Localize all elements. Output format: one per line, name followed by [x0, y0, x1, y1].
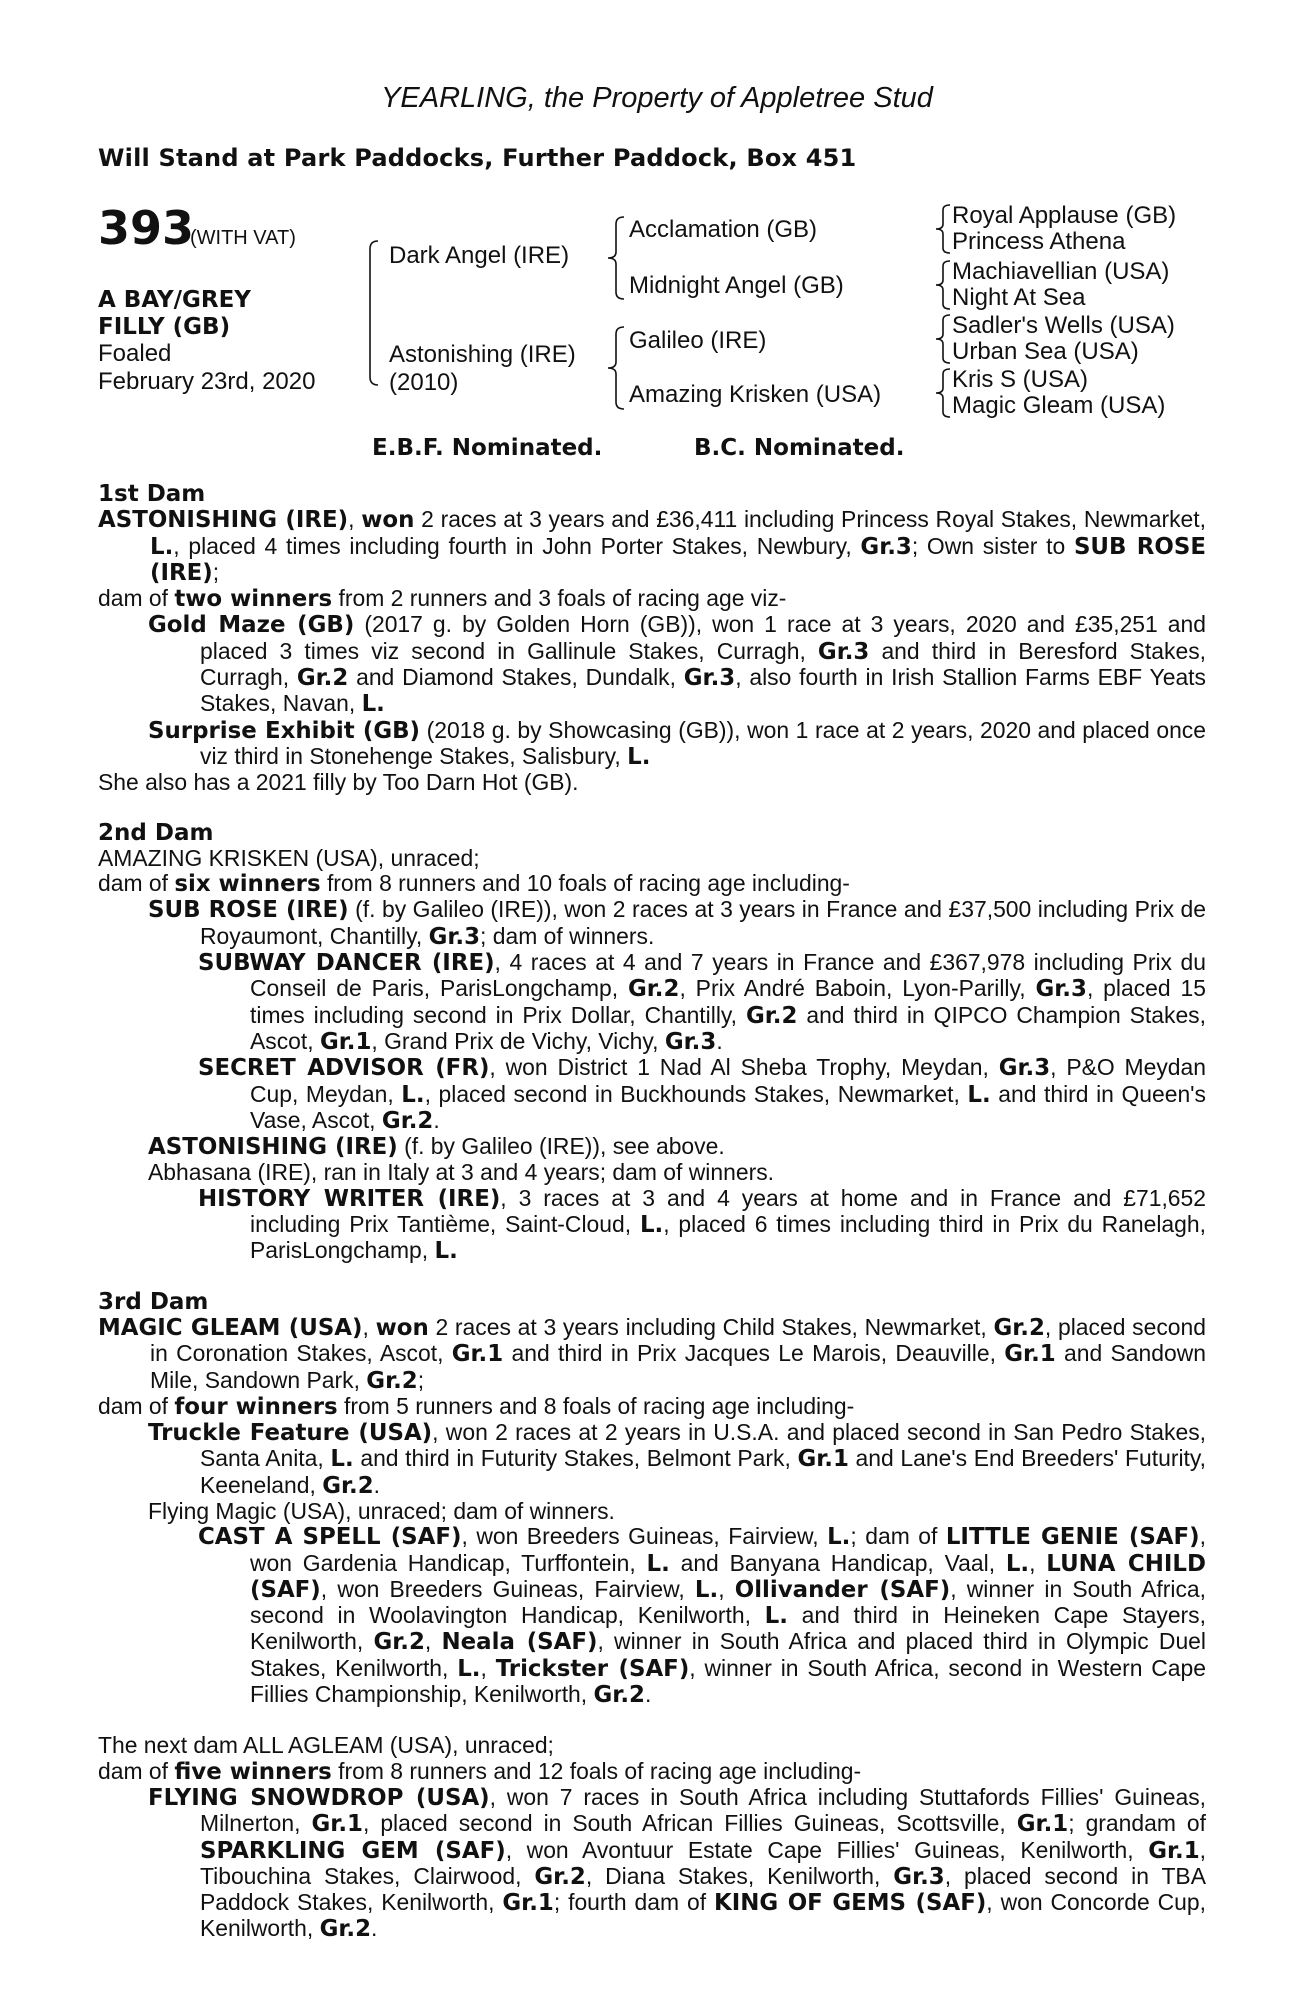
- pedigree-entry: [98, 897, 1206, 950]
- pedigree-entry: [98, 950, 1206, 1055]
- bold-run: KING OF GEMS (SAF): [713, 1890, 987, 1917]
- text-run: ; dam of winners.: [480, 922, 655, 949]
- pedigree-gen3: Urban Sea (USA): [952, 338, 1139, 365]
- text-run: .: [716, 1027, 723, 1054]
- pedigree-entry: [98, 1186, 1206, 1265]
- bold-run: won: [361, 507, 415, 534]
- text-run: ,: [1029, 1549, 1047, 1576]
- bold-run: SECRET ADVISOR (FR): [198, 1055, 490, 1082]
- lot-number: 393: [98, 201, 195, 255]
- text-run: , P&O Meydan Cup, Meydan,: [250, 1054, 1206, 1107]
- text-run: (2017 g. by Golden Horn (GB)), won 1 race at 3 years, 2020 and £35,251 and placed 3 times viz second in Gallinule Stakes, Curragh,: [200, 611, 1206, 664]
- text-run: (f. by Galileo (IRE)), won 2 races at 3 years in France and £37,500 including Prix de Royaumont, Chantilly,: [200, 896, 1206, 949]
- bold-run: L.: [330, 1446, 354, 1473]
- pedigree-gen2: Amazing Krisken (USA): [629, 381, 882, 408]
- bold-run: SUB ROSE (IRE): [150, 533, 1206, 586]
- text-run: , placed second in TBA Paddock Stakes, Kenilworth,: [200, 1862, 1206, 1916]
- bold-run: Gr.2: [593, 1682, 645, 1709]
- bold-run: Gr.2: [296, 665, 349, 692]
- text-run: , winner in South Africa and placed third in Olympic Duel Stakes, Kenilworth,: [250, 1628, 1206, 1681]
- bold-run: five winners: [174, 1758, 332, 1785]
- bold-run: Neala (SAF): [441, 1629, 598, 1656]
- text-run: (f. by Galileo (IRE)), see above.: [397, 1133, 725, 1160]
- text-run: , won District 1 Nad Al Sheba Trophy, Meydan,: [489, 1054, 999, 1081]
- bold-run: Gr.1: [1016, 1811, 1069, 1838]
- bold-run: Gr.2: [373, 1629, 425, 1656]
- text-run: , Diana Stakes, Kenilworth,: [585, 1862, 894, 1889]
- bold-run: L.: [1005, 1550, 1030, 1577]
- bold-run: Gr.3: [664, 1028, 717, 1055]
- text-run: from 8 runners and 10 foals of racing age including-: [320, 870, 850, 897]
- bold-run: L.: [639, 1212, 664, 1239]
- bold-run: four winners: [174, 1393, 338, 1420]
- text-run: , won Concorde Cup, Kenilworth,: [200, 1889, 1206, 1942]
- section-heading: 1st Dam: [98, 481, 206, 507]
- bold-run: won: [375, 1314, 429, 1341]
- bold-run: SPARKLING GEM (SAF): [200, 1837, 506, 1864]
- bold-run: Gr.1: [451, 1341, 504, 1368]
- bold-run: six winners: [174, 871, 321, 898]
- pedigree-entry: [98, 1134, 1206, 1160]
- text-run: , won Avontuur Estate Cape Fillies' Guineas, Kenilworth,: [505, 1836, 1149, 1863]
- pedigree-sire: Dark Angel (IRE): [389, 242, 570, 269]
- bold-run: Gr.2: [745, 1002, 798, 1029]
- text-run: , won Breeders Guineas, Fairview,: [461, 1523, 828, 1550]
- text-run: ; grandam of: [1068, 1810, 1207, 1837]
- bold-run: L.: [361, 691, 385, 718]
- text-run: and Diamond Stakes, Dundalk,: [348, 664, 684, 691]
- text-run: , placed 6 times including third in Prix du Ranelagh, ParisLongchamp,: [250, 1211, 1206, 1264]
- gen3-brace-2: [932, 260, 952, 310]
- bold-run: Gr.3: [817, 638, 870, 665]
- text-run: , won Breeders Guineas, Fairview,: [320, 1575, 695, 1602]
- bold-run: L.: [764, 1603, 788, 1630]
- pedigree-gen3: Kris S (USA): [952, 366, 1089, 393]
- section-spacer: [98, 1708, 1206, 1733]
- bold-run: ASTONISHING (IRE): [98, 507, 349, 534]
- text-run: ; dam of: [850, 1523, 946, 1550]
- bc-nomination: B.C. Nominated.: [694, 435, 905, 461]
- foaled-label: Foaled: [98, 340, 172, 367]
- text-run: and third in Queen's Vase, Ascot,: [250, 1080, 1206, 1133]
- bold-run: L.: [694, 1576, 719, 1603]
- pedigree-entry: [98, 612, 1206, 717]
- bold-run: L.: [457, 1655, 481, 1682]
- pedigree-entry: [98, 1315, 1206, 1394]
- pedigree-entry: [98, 718, 1206, 771]
- page-title: YEARLING, the Property of Appletree Stud: [381, 82, 933, 114]
- gen3-brace-4: [932, 368, 952, 418]
- text-run: , won 2 races at 2 years in U.S.A. and placed second in San Pedro Stakes, Santa Anita,: [200, 1419, 1207, 1472]
- bold-run: L.: [627, 743, 651, 770]
- text-run: , placed second in Coronation Stakes, Ascot,: [150, 1313, 1206, 1367]
- sire-dam-bracket: [366, 240, 380, 386]
- bold-run: Gr.2: [322, 1472, 374, 1499]
- text-run: dam of: [98, 870, 175, 897]
- text-run: dam of: [98, 585, 175, 612]
- bold-run: MAGIC GLEAM (USA): [98, 1314, 363, 1341]
- pedigree-entry: [98, 1785, 1206, 1943]
- text-run: Flying Magic (USA), unraced; dam of winners.: [148, 1497, 615, 1524]
- text-run: Abhasana (IRE), ran in Italy at 3 and 4 years; dam of winners.: [148, 1159, 774, 1186]
- text-run: and Lane's End Breeders' Futurity, Keeneland,: [200, 1445, 1207, 1498]
- bold-run: SUBWAY DANCER (IRE): [198, 950, 495, 977]
- text-run: .: [373, 1471, 381, 1498]
- text-run: , placed second in Buckhounds Stakes, Newmarket,: [424, 1080, 968, 1107]
- vat-note: (WITH VAT): [190, 227, 296, 249]
- bold-run: L.: [827, 1524, 851, 1551]
- pedigree-dam: Astonishing (IRE): [389, 341, 576, 368]
- pedigree-entry: [98, 871, 1206, 897]
- text-run: , 4 races at 4 and 7 years in France and £367,978 including Prix du Conseil de Paris, ParisLongchamp,: [250, 949, 1206, 1002]
- text-run: from 5 runners and 8 foals of racing age including-: [337, 1392, 855, 1419]
- pedigree-entry: [98, 1524, 1206, 1708]
- pedigree-entry: [98, 846, 1206, 871]
- bold-run: Gr.2: [534, 1863, 586, 1890]
- bold-run: Surprise Exhibit (GB): [148, 717, 421, 744]
- bold-run: Gr.2: [381, 1107, 434, 1134]
- pedigree-entry: [98, 1733, 1206, 1758]
- text-run: and third in QIPCO Champion Stakes, Ascot,: [250, 1001, 1206, 1054]
- pedigree-entry: [98, 1394, 1206, 1420]
- produce-record: [98, 482, 1206, 1943]
- text-run: and third in Heineken Cape Stayers, Kenilworth,: [250, 1602, 1206, 1655]
- text-run: , won Gardenia Handicap, Turffontein,: [250, 1523, 1206, 1576]
- pedigree-gen2: Galileo (IRE): [629, 327, 767, 354]
- bold-run: two winners: [174, 586, 333, 613]
- pedigree-gen3: Night At Sea: [952, 284, 1086, 311]
- bold-run: Gr.2: [366, 1367, 418, 1394]
- bold-run: SUB ROSE (IRE): [148, 897, 349, 924]
- pedigree-entry: [98, 1160, 1206, 1185]
- pedigree-dam-year: (2010): [389, 369, 459, 396]
- bold-run: Gr.3: [893, 1863, 945, 1890]
- bold-run: Gr.3: [683, 665, 736, 692]
- text-run: 2 races at 3 years including Child Stakes, Newmarket,: [428, 1313, 994, 1340]
- bold-run: L.: [434, 1238, 458, 1265]
- bold-run: Gr.1: [319, 1028, 372, 1055]
- text-run: and Banyana Handicap, Vaal,: [669, 1549, 1006, 1576]
- text-run: .: [433, 1106, 440, 1133]
- section-spacer: [98, 796, 1206, 821]
- bold-run: HISTORY WRITER (IRE): [198, 1185, 501, 1212]
- pedigree-entry: [98, 1499, 1206, 1524]
- text-run: , Grand Prix de Vichy, Vichy,: [371, 1027, 665, 1054]
- text-run: ,: [348, 506, 362, 533]
- text-run: , placed second in South African Fillies Guineas, Scottsville,: [362, 1810, 1017, 1837]
- text-run: .: [644, 1681, 652, 1708]
- pedigree-gen3: Magic Gleam (USA): [952, 392, 1166, 419]
- horse-description-line2: FILLY (GB): [98, 314, 231, 340]
- text-run: , also fourth in Irish Stallion Farms EBF Yeats Stakes, Navan,: [200, 664, 1206, 717]
- bold-run: LUNA CHILD (SAF): [250, 1550, 1206, 1603]
- bold-run: Gr.1: [797, 1446, 849, 1473]
- text-run: AMAZING KRISKEN (USA), unraced;: [98, 844, 480, 871]
- bold-run: Gr.3: [860, 533, 912, 560]
- foaled-date: February 23rd, 2020: [98, 368, 316, 395]
- bold-run: Gr.3: [998, 1055, 1051, 1082]
- text-run: ; fourth dam of: [553, 1889, 714, 1916]
- pedigree-entry: [98, 507, 1206, 586]
- text-run: ;: [212, 558, 220, 585]
- text-run: ; Own sister to: [911, 532, 1074, 559]
- bold-run: Truckle Feature (USA): [148, 1420, 433, 1447]
- bold-run: L.: [150, 533, 174, 560]
- text-run: , placed 15 times including second in Prix Dollar, Chantilly,: [250, 975, 1206, 1028]
- text-run: and third in Beresford Stakes, Curragh,: [200, 637, 1206, 691]
- dam-parents-brace: [604, 326, 626, 410]
- bold-run: Gr.1: [502, 1890, 554, 1917]
- text-run: , Tibouchina Stakes, Clairwood,: [200, 1836, 1207, 1889]
- pedigree-entry: [98, 770, 1206, 795]
- bold-run: FLYING SNOWDROP (USA): [148, 1784, 490, 1811]
- text-run: .: [371, 1915, 378, 1942]
- bold-run: Gr.1: [1004, 1341, 1056, 1368]
- gen3-brace-3: [932, 314, 952, 364]
- text-run: ;: [417, 1366, 425, 1393]
- bold-run: Trickster (SAF): [495, 1655, 690, 1682]
- text-run: and Sandown Mile, Sandown Park,: [150, 1340, 1206, 1393]
- text-run: and third in Futurity Stakes, Belmont Park,: [353, 1445, 798, 1472]
- bold-run: L.: [646, 1550, 670, 1577]
- pedigree-entry: [98, 1055, 1206, 1134]
- text-run: dam of: [98, 1392, 175, 1419]
- sire-parents-brace: [604, 216, 626, 300]
- bold-run: ASTONISHING (IRE): [148, 1134, 398, 1161]
- bold-run: CAST A SPELL (SAF): [198, 1524, 462, 1551]
- bold-run: Gr.2: [628, 976, 680, 1003]
- text-run: 2 races at 3 years and £36,411 including Princess Royal Stakes, Newmarket,: [414, 506, 1206, 533]
- section-spacer: [98, 1265, 1206, 1290]
- text-run: ,: [424, 1628, 442, 1655]
- text-run: dam of: [98, 1757, 175, 1784]
- pedigree-entry: [98, 1759, 1206, 1785]
- pedigree-gen3: Princess Athena: [952, 228, 1126, 255]
- text-run: , placed 4 times including fourth in John Porter Stakes, Newbury,: [173, 532, 861, 559]
- text-run: , winner in South Africa, second in Western Cape Fillies Championship, Kenilworth,: [250, 1654, 1206, 1708]
- text-run: from 8 runners and 12 foals of racing age including-: [331, 1757, 862, 1784]
- bold-run: Gr.3: [428, 923, 481, 950]
- text-run: The next dam ALL AGLEAM (USA), unraced;: [98, 1732, 554, 1759]
- bold-run: L.: [967, 1081, 991, 1108]
- text-run: She also has a 2021 filly by Too Darn Hot (GB).: [98, 769, 579, 796]
- bold-run: Gr.2: [993, 1314, 1045, 1341]
- text-run: ,: [718, 1575, 735, 1602]
- ebf-nomination: E.B.F. Nominated.: [372, 435, 603, 461]
- pedigree-gen3: Royal Applause (GB): [952, 202, 1177, 229]
- bold-run: Gr.2: [319, 1916, 372, 1943]
- pedigree-gen3: Machiavellian (USA): [952, 258, 1170, 285]
- section-heading: 3rd Dam: [98, 1288, 209, 1315]
- text-run: from 2 runners and 3 foals of racing age viz-: [332, 585, 787, 612]
- pedigree-entry: [98, 1420, 1206, 1499]
- bold-run: Ollivander (SAF): [734, 1576, 951, 1603]
- text-run: and third in Prix Jacques Le Marois, Deauville,: [503, 1340, 1005, 1367]
- text-run: , 3 races at 3 and 4 years at home and in France and £71,652 including Prix Tantième, Saint-Cloud,: [250, 1184, 1206, 1238]
- text-run: , winner in South Africa, second in Woolavington Handicap, Kenilworth,: [250, 1575, 1206, 1629]
- text-run: ,: [480, 1654, 496, 1681]
- pedigree-gen3: Sadler's Wells (USA): [952, 312, 1175, 339]
- pedigree-gen2: Midnight Angel (GB): [629, 272, 844, 299]
- stand-location: Will Stand at Park Paddocks, Further Paddock, Box 451: [98, 144, 857, 172]
- bold-run: L.: [401, 1081, 425, 1108]
- text-run: , won 7 races in South Africa including Stuttafords Fillies' Guineas, Milnerton,: [200, 1783, 1206, 1837]
- bold-run: Gr.1: [311, 1811, 363, 1838]
- bold-run: Gr.3: [1035, 976, 1087, 1003]
- gen3-brace-1: [932, 204, 952, 254]
- text-run: (2018 g. by Showcasing (GB)), won 1 race at 2 years, 2020 and placed once viz third in Stonehenge Stakes, Salisbury,: [200, 716, 1206, 769]
- bold-run: Gr.1: [1148, 1837, 1200, 1864]
- pedigree-gen2: Acclamation (GB): [629, 216, 818, 243]
- pedigree-entry: [98, 586, 1206, 612]
- bold-run: Gold Maze (GB): [148, 612, 355, 639]
- horse-description-line1: A BAY/GREY: [98, 287, 251, 313]
- text-run: ,: [362, 1313, 376, 1340]
- bold-run: LITTLE GENIE (SAF): [945, 1524, 1200, 1551]
- section-heading: 2nd Dam: [98, 819, 214, 846]
- text-run: , Prix André Baboin, Lyon-Parilly,: [679, 975, 1036, 1002]
